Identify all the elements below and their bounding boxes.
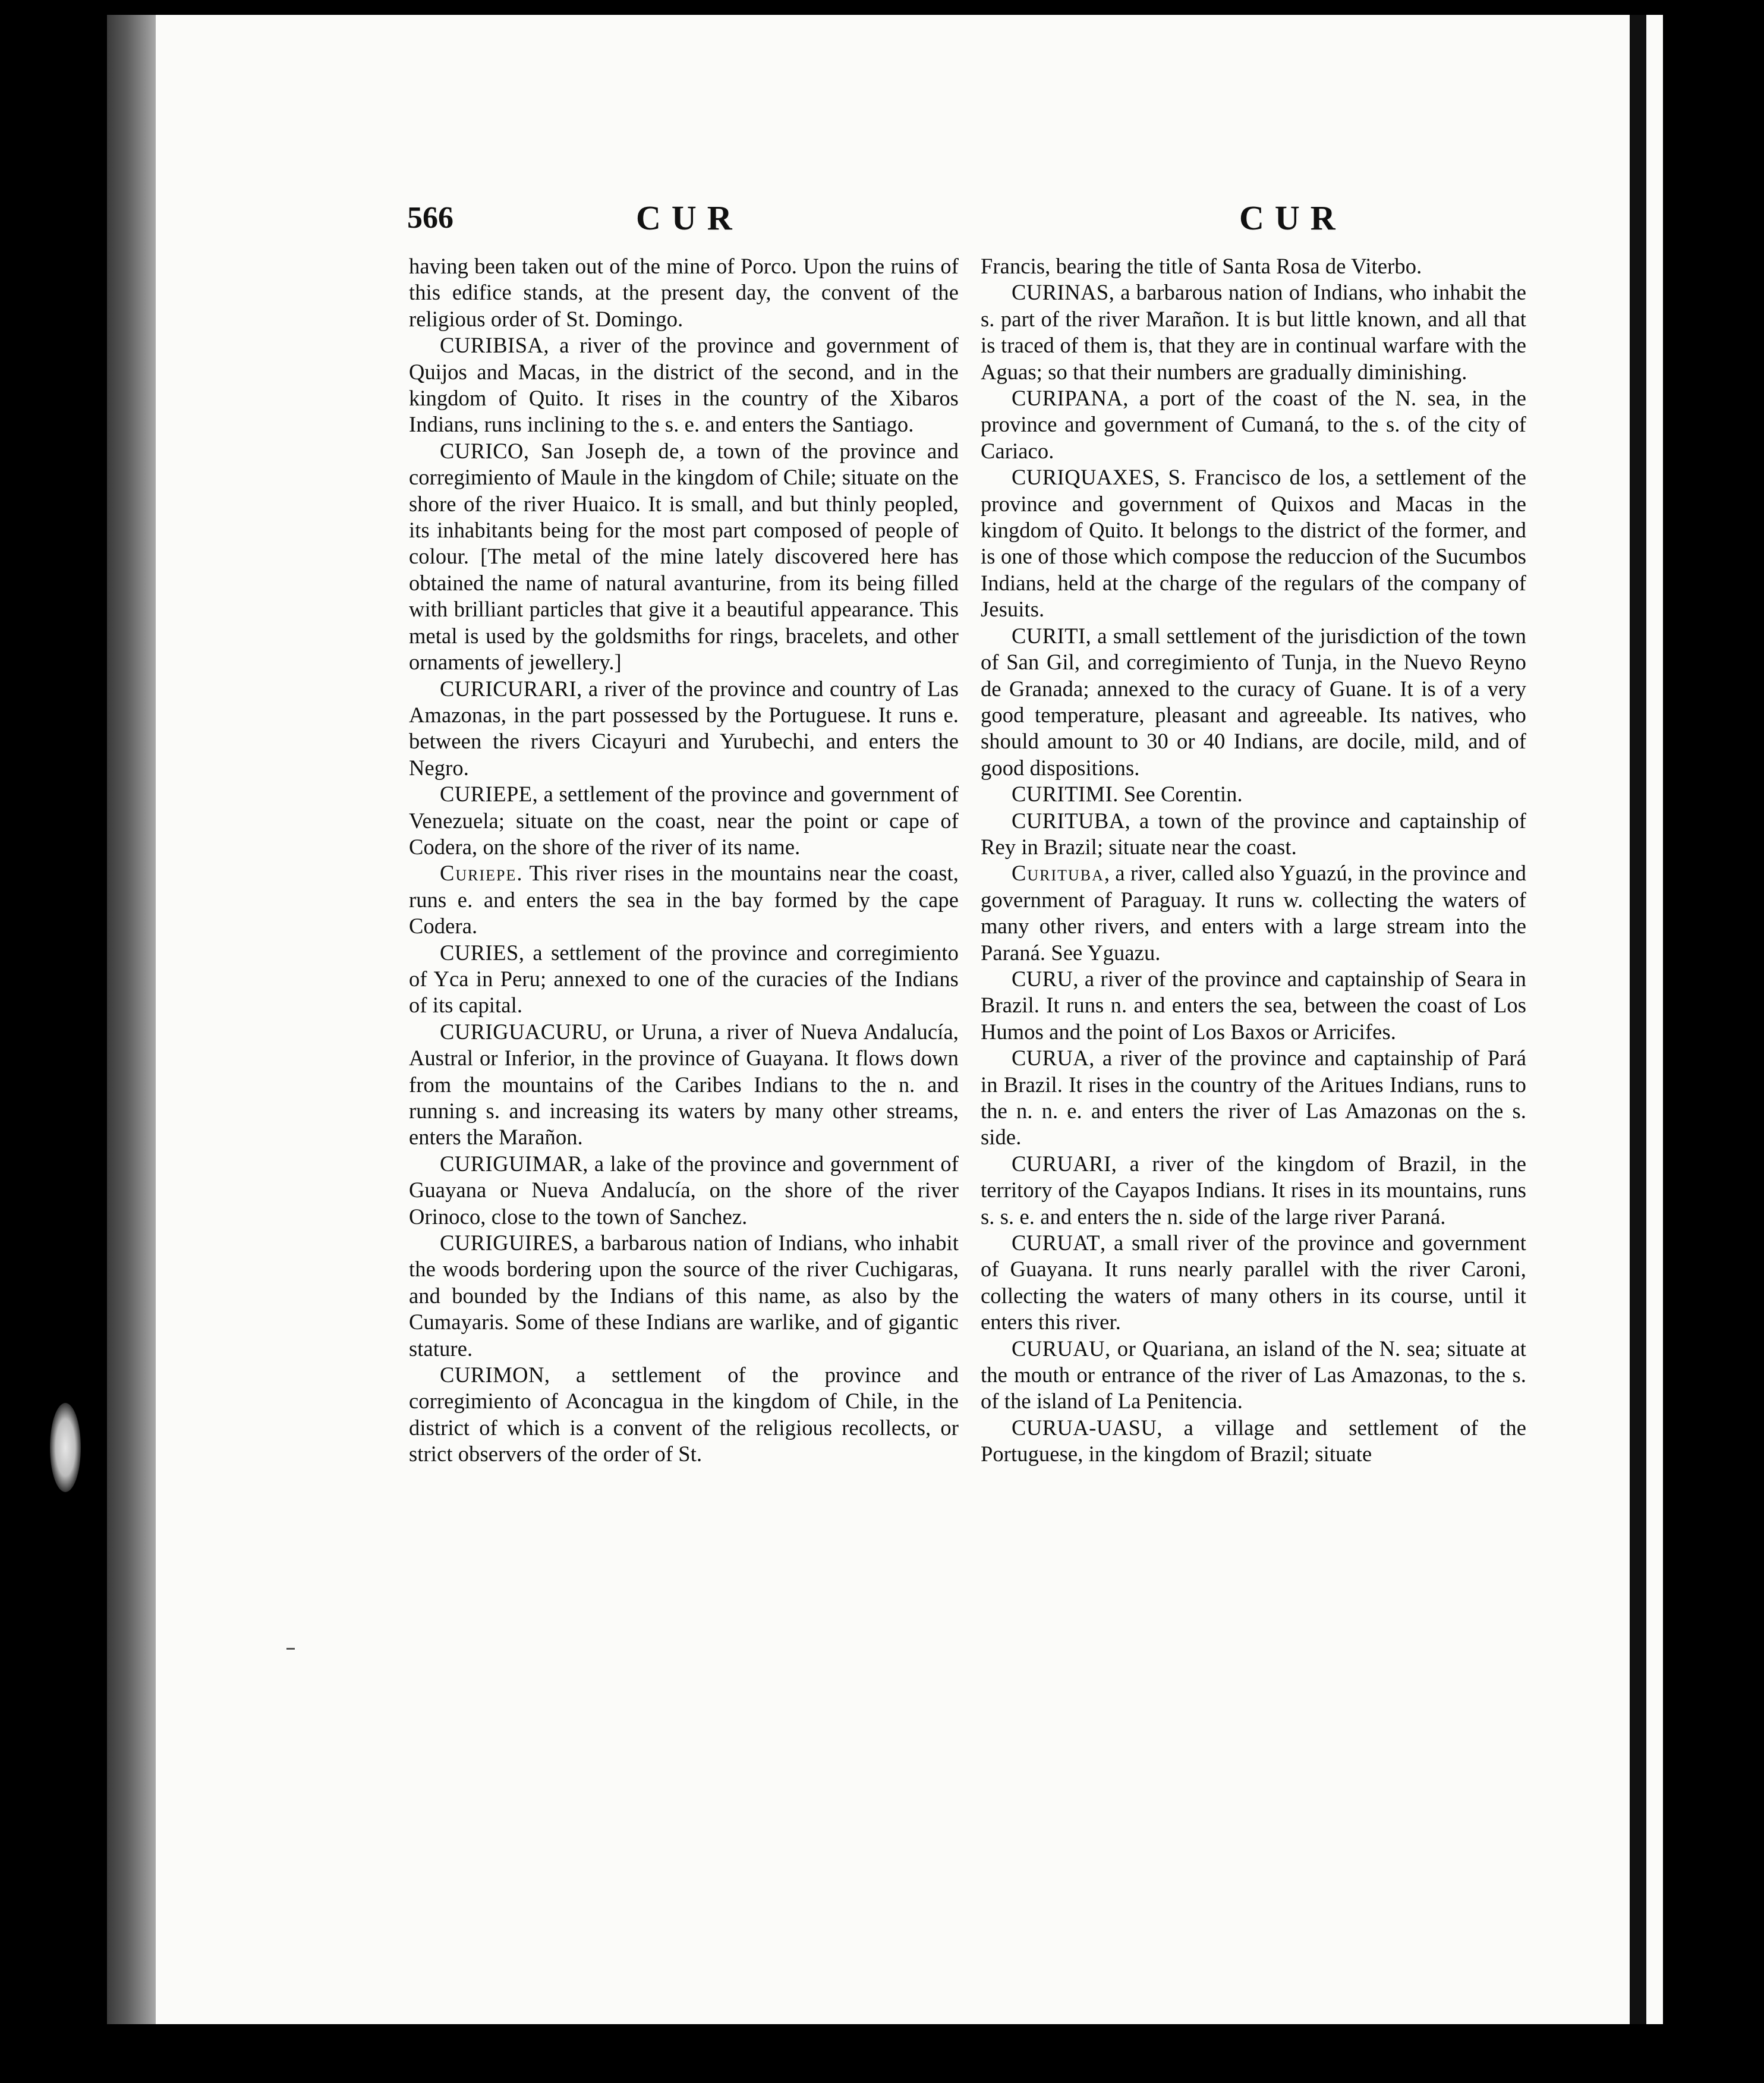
entry-text: , a small river of the province and government of Guayana. It runs nearly parallel with the river Caroni, collecting the waters of many others in its course, until it enters this river. bbox=[981, 1231, 1526, 1335]
entry-term: CURUARI bbox=[1012, 1151, 1111, 1176]
paper-smudge bbox=[50, 1403, 81, 1492]
dictionary-entry bbox=[409, 1019, 959, 1151]
entry-term: CURIQUAXES, S. Francisco de los bbox=[1012, 465, 1345, 490]
entry-text: . This river rises in the mountains near the coast, runs e. and enters the sea in the bay formed by the cape Codera. bbox=[409, 861, 959, 939]
ink-speck bbox=[286, 1648, 295, 1650]
dictionary-entry bbox=[409, 253, 959, 332]
entry-text: , a river, called also Yguazú, in the province and government of Paraguay. It runs w. collecting the waters of many other rivers, and enters with a large stream into the Paraná. See Yguazu. bbox=[981, 861, 1526, 965]
entry-term: CURICURARI bbox=[440, 676, 577, 701]
entry-term: CURUAU, or Quariana bbox=[1012, 1336, 1225, 1361]
left-text-column bbox=[409, 253, 959, 1468]
dictionary-entry bbox=[409, 1230, 959, 1362]
dictionary-entry bbox=[409, 332, 959, 438]
entry-text: , a river of the province and government of Quijos and Macas, in the district of the second, and in the kingdom of Quito. It rises in the country of the Xibaros Indians, runs inclining to the s. e. and enters the Santiago. bbox=[409, 333, 959, 437]
book-spine bbox=[107, 15, 160, 2024]
dictionary-entry bbox=[981, 464, 1526, 622]
entry-text: , a settlement of the province and government of Quixos and Macas in the kingdom of Quito. It belongs to the district of the former, and is one of those which compose the reduccion of the Sucumbos Indians, held at the charge of the regulars of the company of Jesuits. bbox=[981, 465, 1527, 622]
entry-text: having been taken out of the mine of Porco. Upon the ruins of this edifice stands, at the present day, the convent of the religious order of St. Domingo. bbox=[409, 254, 959, 331]
entry-term: CURU bbox=[1012, 966, 1073, 991]
entry-term: CURITIMI bbox=[1012, 782, 1113, 807]
entry-text: , a river of Nueva Andalucía, Austral or Inferior, in the province of Guayana. It flows down from the mountains of the Caribes Indians to the n. and running s. and increasing its waters by many other streams, enters the Marañon. bbox=[409, 1019, 959, 1150]
page-number: 566 bbox=[407, 201, 453, 235]
entry-text: , a river of the kingdom of Brazil, in the territory of the Cayapos Indians. It rises in its mountains, runs s. s. e. and enters the n. side of the large river Paraná. bbox=[981, 1151, 1526, 1229]
entry-text: , a town of the province and corregimiento of Maule in the kingdom of Chile; situate on the shore of the river Huaico. It is small, and but thinly peopled, its inhabitants being for the most part composed of people of colour. [The metal of the mine lately discovered here has obtained the name of natural avanturine, from its being filled with brilliant particles that give it a beautiful appearance. This metal is used by the goldsmiths for rings, bracelets, and other ornaments of jewellery.] bbox=[409, 438, 959, 675]
dictionary-entry bbox=[981, 781, 1526, 807]
dictionary-entry bbox=[981, 1045, 1526, 1151]
dictionary-entry bbox=[981, 1151, 1526, 1230]
entry-term: CURIPANA bbox=[1012, 386, 1123, 411]
entry-text: , a settlement of the province and government of Venezuela; situate on the coast, near the point or cape of Codera, on the shore of the river of its name. bbox=[409, 782, 959, 859]
page-gutter-shadow bbox=[1630, 15, 1646, 2024]
entry-text: , a river of the province and country of Las Amazonas, in the part possessed by the Portuguese. It runs e. between the rivers Cicayuri and Yurubechi, and enters the Negro. bbox=[409, 676, 959, 780]
entry-text: , a river of the province and captainship of Pará in Brazil. It rises in the country of the Aritues Indians, runs to the n. n. e. and enters the river of Las Amazonas on the s. side. bbox=[981, 1046, 1526, 1150]
entry-text: , a small settlement of the jurisdiction of the town of San Gil, and corregimiento of Tunja, in the Nuevo Reyno de Granada; annexed to the curacy of Guane. It is of a very good temperature, pleasant and agreeable. Its natives, who should amount to 30 or 40 Indians, are docile, mild, and of good dispositions. bbox=[981, 623, 1526, 780]
left-running-head: CUR bbox=[636, 199, 743, 237]
entry-term: CURIGUIMAR bbox=[440, 1151, 583, 1176]
right-running-head: CUR bbox=[1239, 199, 1346, 237]
entry-text: , a settlement of the province and corregimiento of Aconcagua in the kingdom of Chile, in the district of which is a convent of the religious recollects, or strict observers of the order of St. bbox=[409, 1363, 959, 1467]
dictionary-entry bbox=[409, 676, 959, 782]
dictionary-entry bbox=[981, 1230, 1526, 1336]
dictionary-entry bbox=[981, 623, 1526, 781]
dictionary-entry bbox=[409, 940, 959, 1019]
entry-term: CURITUBA bbox=[1012, 808, 1125, 833]
entry-text: , a barbarous nation of Indians, who inhabit the s. part of the river Marañon. It is but little known, and all that is traced of them is, that they are in continual warfare with the Aguas; so that their numbers are gradually diminishing. bbox=[981, 280, 1526, 384]
entry-term: CURIMON bbox=[440, 1363, 544, 1387]
entry-term: CURIGUACURU, or Uruna bbox=[440, 1019, 697, 1044]
entry-text: Francis, bearing the title of Santa Rosa de Viterbo. bbox=[981, 254, 1422, 278]
dictionary-entry bbox=[981, 253, 1526, 279]
entry-term: CURUA bbox=[1012, 1046, 1089, 1071]
entry-term: CURUA-UASU bbox=[1012, 1415, 1157, 1440]
entry-term: Curituba bbox=[1012, 861, 1104, 886]
dictionary-entry bbox=[981, 279, 1526, 385]
entry-term: CURIGUIRES bbox=[440, 1231, 574, 1256]
dictionary-entry bbox=[981, 1336, 1526, 1415]
entry-text: , a port of the coast of the N. sea, in the province and government of Cumaná, to the s. of the city of Cariaco. bbox=[981, 386, 1526, 463]
dictionary-entry bbox=[409, 1362, 959, 1468]
entry-text: , a lake of the province and government of Guayana or Nueva Andalucía, on the shore of the river Orinoco, close to the town of Sanchez. bbox=[409, 1151, 959, 1229]
dictionary-entry bbox=[409, 781, 959, 860]
entry-text: , a settlement of the province and corregimiento of Yca in Peru; annexed to one of the curacies of the Indians of its capital. bbox=[409, 940, 959, 1018]
entry-text: , an island of the N. sea; situate at the mouth or entrance of the river of Las Amazonas, to the s. of the island of La Penitencia. bbox=[981, 1336, 1526, 1414]
dictionary-entry bbox=[409, 438, 959, 676]
dictionary-entry bbox=[981, 385, 1526, 464]
dictionary-entry bbox=[981, 966, 1526, 1045]
entry-term: CURICO, San Joseph de bbox=[440, 438, 679, 463]
entry-term: CURUAT bbox=[1012, 1231, 1101, 1256]
right-text-column bbox=[981, 253, 1526, 1468]
entry-term: CURIES bbox=[440, 940, 519, 965]
entry-text: , a village and settlement of the Portuguese, in the kingdom of Brazil; situate bbox=[981, 1415, 1526, 1467]
entry-text: , a barbarous nation of Indians, who inhabit the woods bordering upon the source of the river Cuchigaras, and bounded by the Indians of this name, as also by the Cumayaris. Some of these Indians are warlike, and of gigantic stature. bbox=[409, 1231, 959, 1361]
entry-text: , a town of the province and captainship of Rey in Brazil; situate near the coast. bbox=[981, 808, 1526, 859]
dictionary-entry bbox=[981, 1415, 1526, 1468]
dictionary-entry bbox=[409, 1151, 959, 1230]
entry-term: CURIBISA bbox=[440, 333, 544, 358]
next-page-edge bbox=[1646, 15, 1663, 2024]
entry-text: . See Corentin. bbox=[1113, 782, 1243, 807]
dictionary-entry bbox=[981, 808, 1526, 861]
entry-term: CURIEPE bbox=[440, 782, 533, 807]
dictionary-entry bbox=[981, 860, 1526, 966]
entry-text: , a river of the province and captainship of Seara in Brazil. It runs n. and enters the sea, between the coast of Los Humos and the point of Los Baxos or Arricifes. bbox=[981, 966, 1526, 1044]
entry-term: Curiepe bbox=[440, 861, 517, 886]
dictionary-entry bbox=[409, 860, 959, 939]
entry-term: CURINAS bbox=[1012, 280, 1109, 305]
entry-term: CURITI bbox=[1012, 623, 1086, 648]
